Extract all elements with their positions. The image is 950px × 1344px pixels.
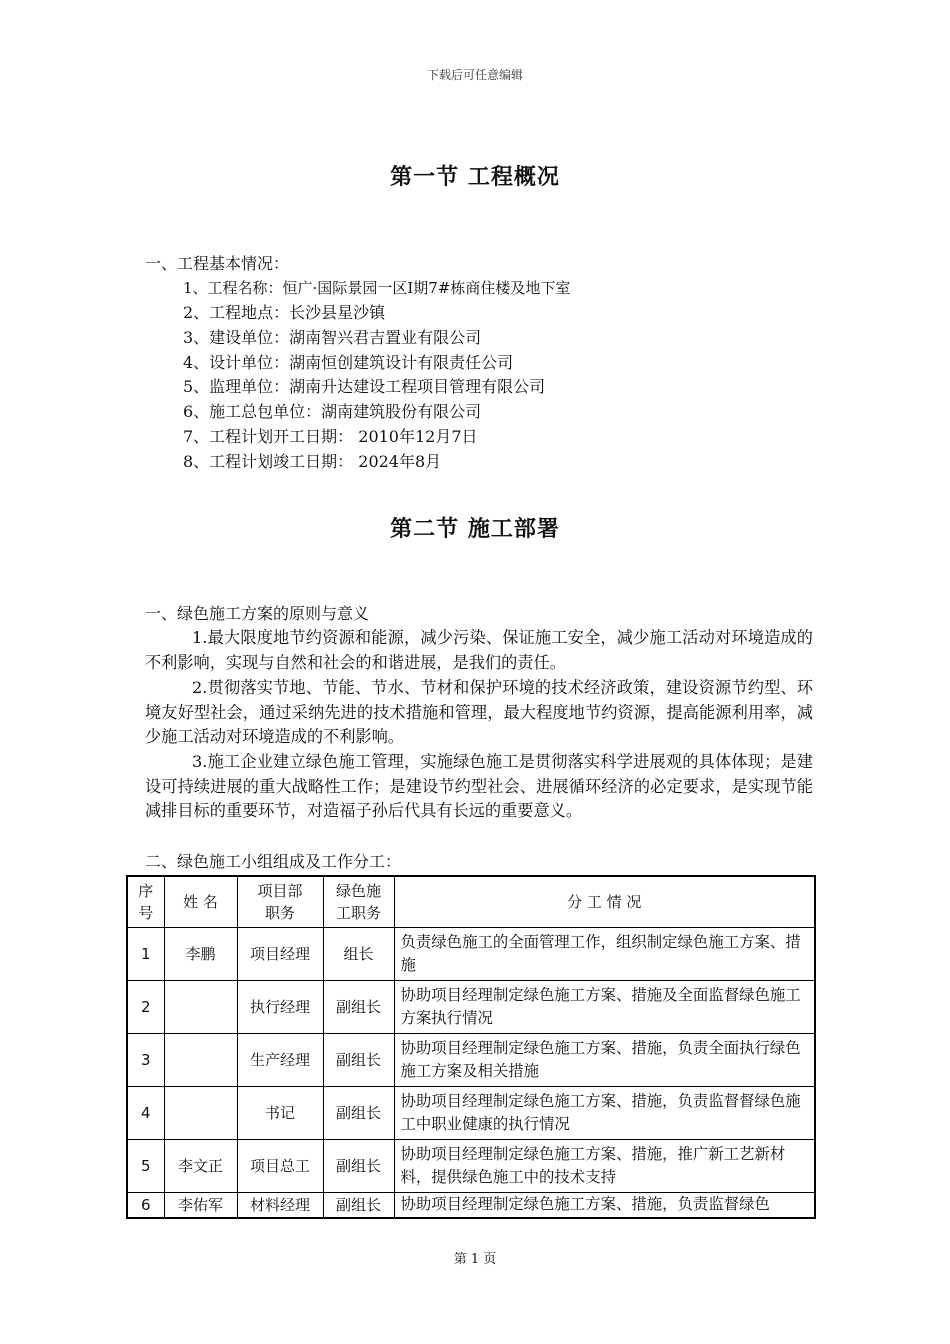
row-duty: 协助项目经理制定绿色施工方案、措施，推广新工艺新材料，提供绿色施工中的技术支持: [394, 1139, 815, 1192]
principle-paragraph: 2.贯彻落实节地、节能、节水、节材和保护环境的技术经济政策，建设资源节约型、环境友好型社会，通过采纳先进的技术措施和管理，最大程度地节约资源，提高能源利用率，减少施工活动对环境造成的不利影响。: [145, 678, 813, 746]
header-role: 绿色施工职务: [323, 876, 394, 927]
row-role: 副组长: [323, 980, 394, 1033]
row-duty: 协助项目经理制定绿色施工方案、措施，负责全面执行绿色施工方案及相关措施: [394, 1033, 815, 1086]
row-position: 项目经理: [237, 927, 323, 980]
row-position: 执行经理: [237, 980, 323, 1033]
section1-heading: 一、工程基本情况：: [145, 254, 290, 273]
section2-heading-team: 二、绿色施工小组组成及工作分工：: [145, 852, 402, 871]
table-row: [127, 1086, 815, 1139]
header-name: 姓 名: [164, 876, 237, 927]
row-no: 3: [127, 1033, 164, 1086]
row-role: 副组长: [323, 1139, 394, 1192]
table-row: [127, 1033, 815, 1086]
header-position: 项目部职务: [237, 876, 323, 927]
table-row: [127, 980, 815, 1033]
project-item: 5、监理单位：湖南升达建设工程项目管理有限公司: [183, 377, 546, 396]
project-item: 8、工程计划竣工日期： 2024年8月: [183, 452, 442, 471]
table-row: [127, 1139, 815, 1192]
row-name: [164, 1086, 237, 1139]
row-position: 材料经理: [237, 1192, 323, 1218]
row-position: 书记: [237, 1086, 323, 1139]
project-item: 3、建设单位：湖南智兴君吉置业有限公司: [183, 328, 482, 347]
principle-paragraph: 3.施工企业建立绿色施工管理，实施绿色施工是贯彻落实科学进展观的具体体现；是建设可持续进展的重大战略性工作；是建设节约型社会、进展循环经济的必定要求，是实现节能减排目标的重要环节，对造福子孙后代具有长远的重要意义。: [145, 752, 813, 820]
row-name: 李佑军: [164, 1192, 237, 1218]
header-duty: 分 工 情 况: [394, 876, 815, 927]
table-row: [127, 927, 815, 980]
row-name: 李文正: [164, 1139, 237, 1192]
row-role: 副组长: [323, 1033, 394, 1086]
section1-title: 第一节 工程概况: [390, 165, 560, 190]
project-item: 4、设计单位：湖南恒创建筑设计有限责任公司: [183, 353, 514, 372]
row-position: 项目总工: [237, 1139, 323, 1192]
row-role: 副组长: [323, 1086, 394, 1139]
team-table: [126, 875, 816, 1219]
header-note: 下载后可任意编辑: [426, 68, 523, 82]
row-name: 李鹏: [164, 927, 237, 980]
row-no: 1: [127, 927, 164, 980]
project-item: 1、工程名称：恒广·国际景园一区Ⅰ期7#栋商住楼及地下室: [183, 279, 571, 297]
table-header-row: [127, 876, 815, 927]
row-name: [164, 1033, 237, 1086]
project-item: 7、工程计划开工日期： 2010年12月7日: [183, 427, 478, 446]
project-item: 6、施工总包单位：湖南建筑股份有限公司: [183, 402, 482, 421]
section2-title: 第二节 施工部署: [390, 517, 560, 542]
row-duty: 协助项目经理制定绿色施工方案、措施及全面监督绿色施工方案执行情况: [394, 980, 815, 1033]
row-name: [164, 980, 237, 1033]
project-item: 2、工程地点：长沙县星沙镇: [183, 303, 386, 322]
row-duty: 协助项目经理制定绿色施工方案、措施，负责监督绿色: [394, 1192, 815, 1218]
row-no: 5: [127, 1139, 164, 1192]
row-position: 生产经理: [237, 1033, 323, 1086]
row-role: 副组长: [323, 1192, 394, 1218]
row-no: 4: [127, 1086, 164, 1139]
row-duty: 负责绿色施工的全面管理工作，组织制定绿色施工方案、措施: [394, 927, 815, 980]
header-no: 序号: [127, 876, 164, 927]
row-duty: 协助项目经理制定绿色施工方案、措施，负责监督督绿色施工中职业健康的执行情况: [394, 1086, 815, 1139]
page-number: 第 1 页: [453, 1252, 497, 1267]
table-row: [127, 1192, 815, 1218]
row-role: 组长: [323, 927, 394, 980]
row-no: 2: [127, 980, 164, 1033]
row-no: 6: [127, 1192, 164, 1218]
section2-heading-principles: 一、绿色施工方案的原则与意义: [145, 604, 370, 623]
principle-paragraph: 1.最大限度地节约资源和能源，减少污染、保证施工安全，减少施工活动对环境造成的不利影响，实现与自然和社会的和谐进展，是我们的责任。: [145, 628, 813, 672]
